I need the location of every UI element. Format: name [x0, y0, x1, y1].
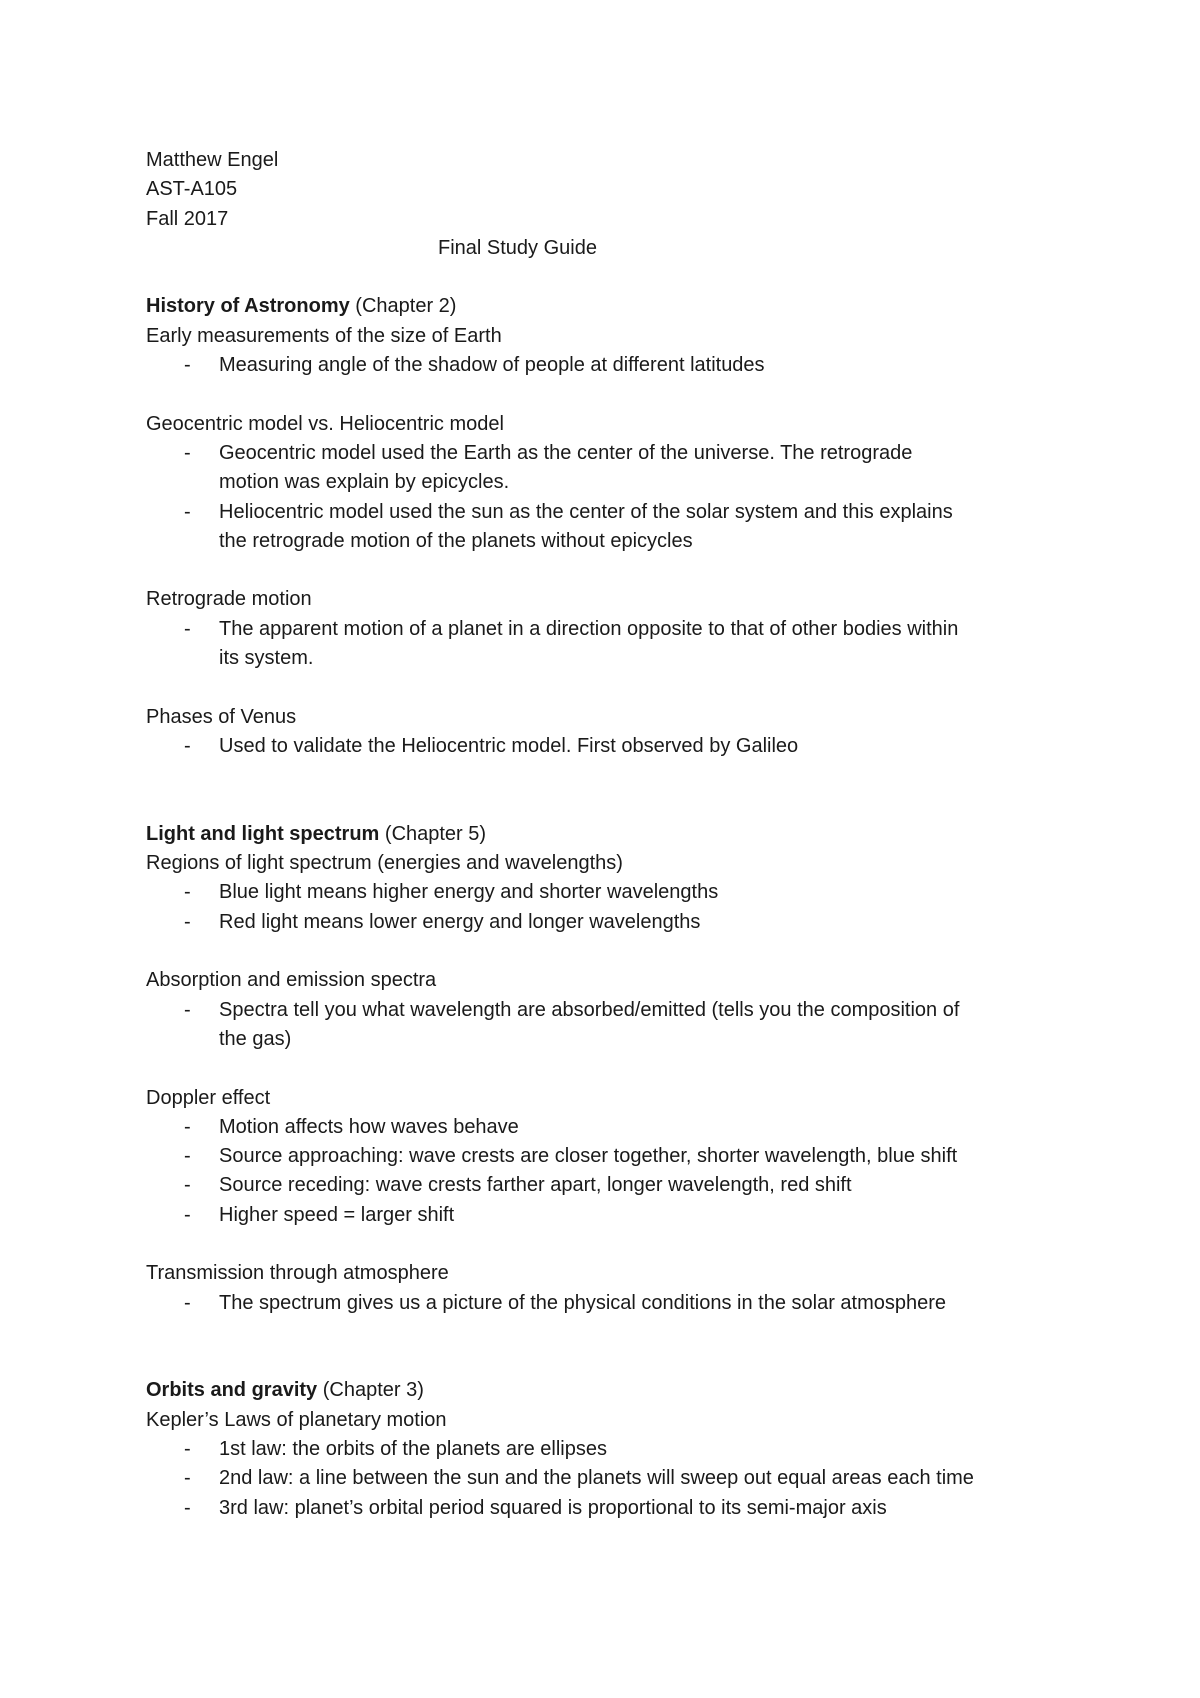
bullet-item [146, 878, 1066, 907]
bullet-item [146, 1171, 1066, 1200]
topic-spacer [146, 380, 1066, 409]
section-spacer [146, 1318, 1066, 1377]
bullet-text-line: Blue light means higher energy and shorter wavelengths [219, 881, 719, 904]
topic-spacer [146, 1054, 1066, 1083]
section-title-text: History of Astronomy [146, 295, 350, 318]
bullet-dash: - [184, 500, 191, 523]
section-title [146, 1376, 1066, 1405]
bullet-text-line: Higher speed = larger shift [219, 1203, 455, 1226]
bullet-text-line: Source approaching: wave crests are closer together, shorter wavelength, blue shift [219, 1145, 958, 1168]
topic-heading: Retrograde motion [146, 588, 312, 611]
bullet-dash: - [184, 1115, 191, 1138]
bullet-text-line: its system. [219, 647, 314, 670]
bullet-item [146, 1464, 1066, 1493]
bullet-dash: - [184, 1496, 191, 1519]
bullet-dash: - [184, 734, 191, 757]
bullet-item [146, 498, 1066, 557]
author-name: Matthew Engel [146, 149, 279, 171]
bullet-dash: - [184, 354, 191, 377]
bullet-text-line: Geocentric model used the Earth as the center of the universe. The retrograde [219, 441, 913, 464]
bullet-text-line: Source receding: wave crests farther apart, longer wavelength, red shift [219, 1174, 852, 1197]
section-spacer [146, 761, 1066, 820]
bullet-dash: - [184, 1145, 191, 1168]
bullet-dash: - [184, 998, 191, 1021]
section-title [146, 292, 1066, 321]
bullet-item [146, 996, 1066, 1055]
sections-container [146, 292, 1066, 1522]
bullet-text-line: the gas) [219, 1027, 292, 1050]
bullet-item [146, 1142, 1066, 1171]
bullet-text-line: The apparent motion of a planet in a direction opposite to that of other bodies within [219, 617, 959, 640]
bullet-text-line: The spectrum gives us a picture of the physical conditions in the solar atmosphere [219, 1291, 947, 1314]
topic-spacer [146, 1230, 1066, 1259]
bullet-dash: - [184, 881, 191, 904]
spacer [146, 263, 1066, 292]
bullet-text-line: 2nd law: a line between the sun and the planets will sweep out equal areas each time [219, 1467, 974, 1490]
bullet-item [146, 1435, 1066, 1464]
bullet-dash: - [184, 1438, 191, 1461]
bullet-dash: - [184, 441, 191, 464]
section-title-text: Light and light spectrum [146, 822, 380, 845]
bullet-item [146, 732, 1066, 761]
bullet-item [146, 1289, 1066, 1318]
bullet-dash: - [184, 1467, 191, 1490]
bullet-item [146, 1494, 1066, 1523]
bullet-text-line: Red light means lower energy and longer wavelengths [219, 910, 701, 933]
bullet-dash: - [184, 617, 191, 640]
topic-spacer [146, 937, 1066, 966]
topic-heading: Doppler effect [146, 1086, 271, 1109]
section-chapter: (Chapter 3) [322, 1379, 424, 1402]
bullet-item [146, 908, 1066, 937]
bullet-text-line: 3rd law: planet’s orbital period squared is proportional to its semi-major axis [219, 1496, 887, 1519]
section-chapter: (Chapter 5) [384, 822, 487, 845]
document-page [146, 146, 1066, 1523]
document-title: Final Study Guide [438, 236, 597, 259]
bullet-text-line: 1st law: the orbits of the planets are ellipses [219, 1438, 607, 1461]
section-title-text: Orbits and gravity [146, 1379, 318, 1402]
topic-spacer [146, 673, 1066, 702]
bullet-dash: - [184, 1291, 191, 1314]
bullet-text-line: the retrograde motion of the planets without epicycles [219, 529, 693, 552]
topic-spacer [146, 556, 1066, 585]
section-title [146, 820, 1066, 849]
topic-heading: Absorption and emission spectra [146, 969, 437, 992]
topic-heading: Phases of Venus [146, 705, 297, 728]
bullet-item [146, 1201, 1066, 1230]
topic-heading: Transmission through atmosphere [146, 1262, 449, 1285]
term: Fall 2017 [146, 207, 229, 230]
bullet-text-line: Heliocentric model used the sun as the center of the solar system and this explains [219, 500, 953, 523]
bullet-text-line: Used to validate the Heliocentric model. First observed by Galileo [219, 734, 799, 757]
bullet-dash: - [184, 910, 191, 933]
topic-heading: Early measurements of the size of Earth [146, 324, 502, 347]
bullet-text-line: motion was explain by epicycles. [219, 471, 510, 494]
bullet-text-line: Spectra tell you what wavelength are absorbed/emitted (tells you the composition of [219, 998, 960, 1021]
bullet-text-line: Measuring angle of the shadow of people at different latitudes [219, 354, 765, 377]
topic-heading: Geocentric model vs. Heliocentric model [146, 412, 504, 435]
bullet-dash: - [184, 1174, 191, 1197]
bullet-text-line: Motion affects how waves behave [219, 1115, 519, 1138]
topic-heading: Regions of light spectrum (energies and wavelengths) [146, 852, 623, 875]
bullet-item [146, 615, 1066, 674]
bullet-item [146, 439, 1066, 498]
bullet-item [146, 351, 1066, 380]
topic-heading: Kepler’s Laws of planetary motion [146, 1408, 447, 1431]
bullet-dash: - [184, 1203, 191, 1226]
section-chapter: (Chapter 2) [355, 295, 457, 318]
course-code: AST-A105 [146, 178, 238, 201]
bullet-item [146, 1113, 1066, 1142]
